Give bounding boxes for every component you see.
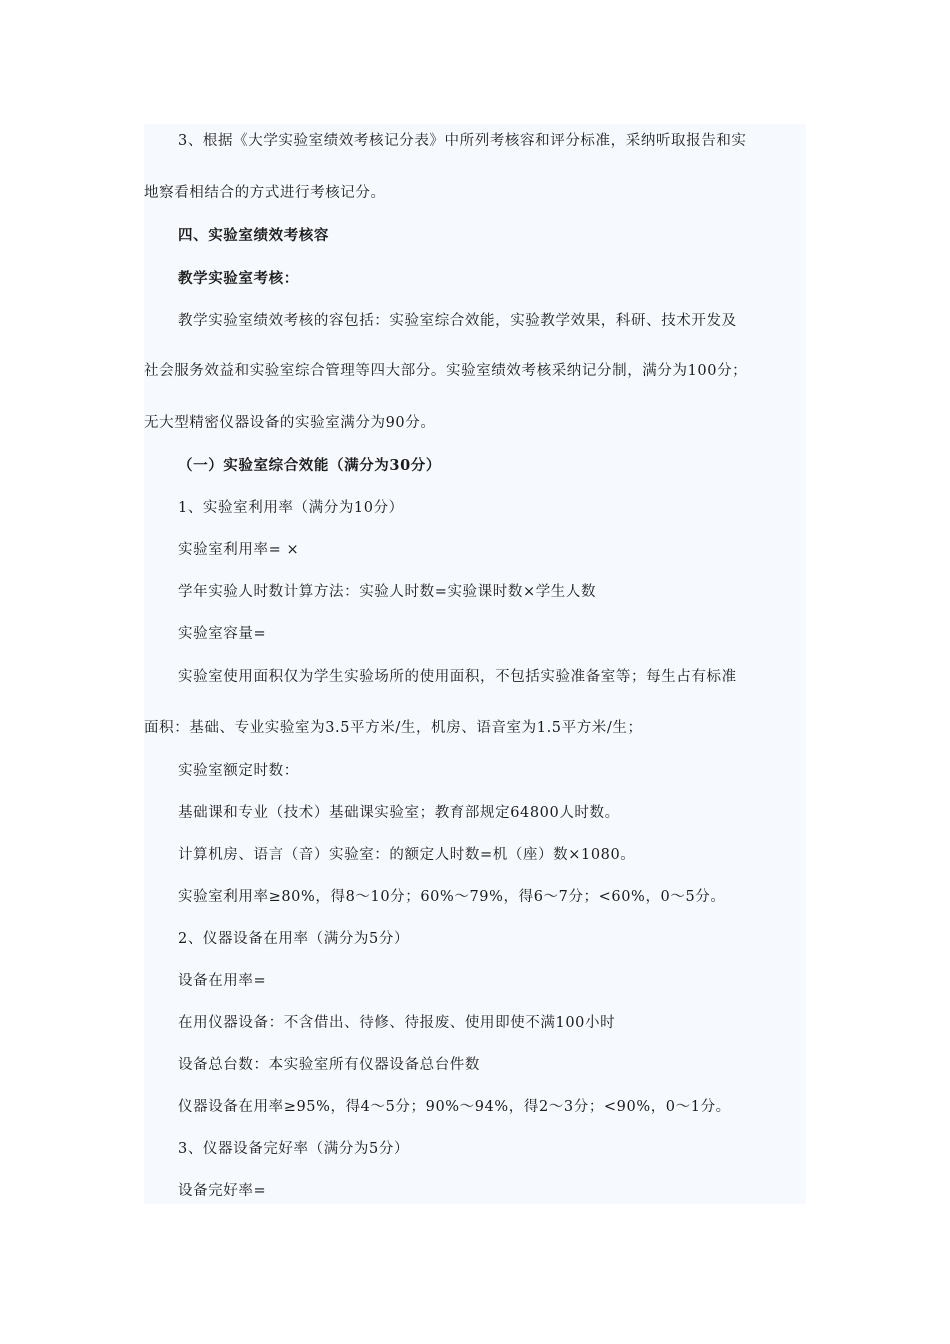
paragraph-assessment-method-cont: 地察看相结合的方式进行考核记分。 <box>144 185 386 201</box>
paragraph-assessment-method: 3、根据《大学实验室绩效考核记分表》中所列考核容和评分标准，采纳听取报告和实 <box>178 133 747 149</box>
formula-lab-utilization: 实验室利用率= × <box>178 542 300 558</box>
paragraph-content-intro: 教学实验室绩效考核的容包括：实验室综合效能，实验教学效果，科研、技术开发及 <box>178 313 737 329</box>
paragraph-equipment-total: 设备总台数：本实验室所有仪器设备总台件数 <box>178 1057 480 1073</box>
item-lab-utilization: 1、实验室利用率（满分为10分） <box>178 500 404 516</box>
item-equipment-intact: 3、仪器设备完好率（满分为5分） <box>178 1141 410 1157</box>
subheading-teaching-lab: 教学实验室考核： <box>178 270 299 287</box>
paragraph-rated-hours: 实验室额定时数： <box>178 763 299 779</box>
paragraph-person-hours: 学年实验人时数计算方法：实验人时数=实验课时数×学生人数 <box>178 584 597 600</box>
subsection-heading-1: （一）实验室综合效能（满分为30分） <box>178 457 441 474</box>
paragraph-basic-course-lab: 基础课和专业（技术）基础课实验室；教育部规定64800人时数。 <box>178 805 620 821</box>
paragraph-computer-room: 计算机房、语言（音）实验室：的额定人时数=机（座）数×1080。 <box>178 847 636 863</box>
paragraph-usage-score: 仪器设备在用率≥95%，得4～5分；90%～94%，得2～3分；<90%，0～1分。 <box>178 1099 731 1115</box>
paragraph-equipment-in-use: 在用仪器设备：不含借出、待修、待报废、使用即使不满100小时 <box>178 1015 616 1031</box>
formula-equipment-intact: 设备完好率= <box>178 1183 267 1199</box>
paragraph-utilization-score: 实验室利用率≥80%，得8～10分；60%～79%，得6～7分；<60%，0～5分。 <box>178 889 726 905</box>
section-heading-4: 四、实验室绩效考核容 <box>178 227 329 244</box>
formula-equipment-usage: 设备在用率= <box>178 973 267 989</box>
paragraph-content-intro-cont1: 社会服务效益和实验室综合管理等四大部分。实验室绩效考核采纳记分制，满分为100分； <box>144 363 748 379</box>
formula-lab-capacity: 实验室容量= <box>178 626 267 642</box>
item-equipment-usage: 2、仪器设备在用率（满分为5分） <box>178 931 410 947</box>
paragraph-lab-area-cont: 面积：基础、专业实验室为3.5平方米/生，机房、语音室为1.5平方米/生； <box>144 720 643 736</box>
paragraph-content-intro-cont2: 无大型精密仪器设备的实验室满分为90分。 <box>144 415 436 431</box>
paragraph-lab-area: 实验室使用面积仅为学生实验场所的使用面积，不包括实验准备室等；每生占有标准 <box>178 669 737 685</box>
